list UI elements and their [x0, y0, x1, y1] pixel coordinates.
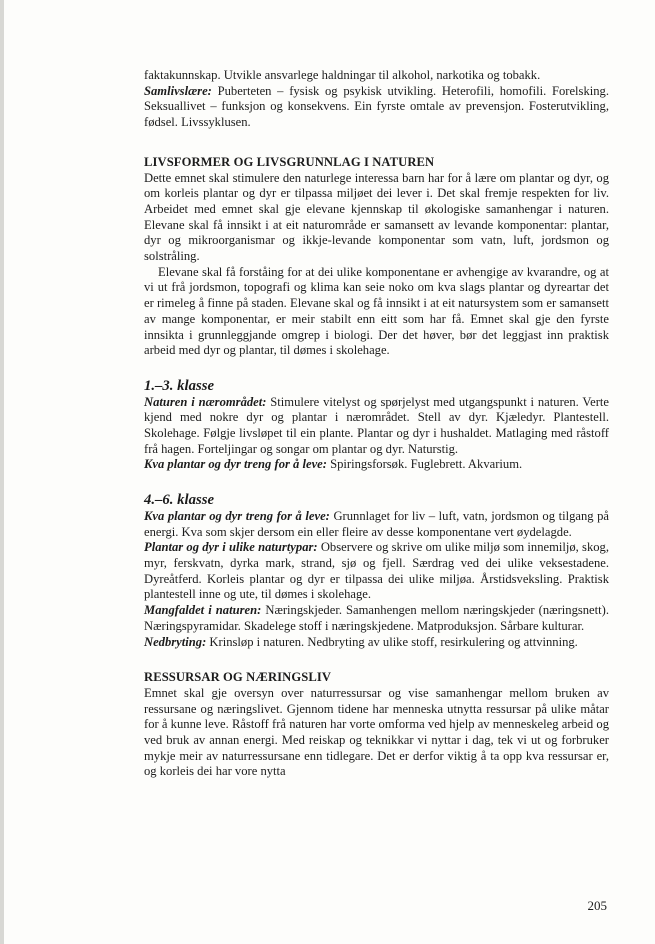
- klasse46-item3-text: Næringskjeder. Samanhengen mellom næringskjeder (næringsnett). Næringspyramidar. Skadelege stoff i næringskjedene. Matproduksjon. Sårbare kulturar.: [144, 603, 609, 633]
- klasse13-item-naeromradet: [144, 395, 609, 458]
- klasse46-item3-lead: Mangfaldet i naturen:: [144, 603, 262, 618]
- klasse46-item-naturtypar: [144, 540, 609, 603]
- section-heading-ressursar: RESSURSAR OG NÆRINGSLIV: [144, 670, 332, 685]
- klasse46-item1-text: Grunnlaget for liv – luft, vatn, jordsmon og tilgang på energi. Kva som skjer dersom ein eller fleire av desse komponentane vert øydelagde.: [144, 508, 609, 539]
- klasse46-item-leve: [144, 509, 609, 540]
- subheading-klasse-1-3: 1.–3. klasse: [144, 377, 214, 394]
- klasse46-item-mangfaldet: [144, 603, 609, 634]
- section-heading-livsformer: LIVSFORMER OG LIVSGRUNNLAG I NATUREN: [144, 154, 435, 169]
- klasse13-item2-lead: Kva plantar og dyr treng for å leve:: [144, 457, 327, 472]
- page-number: 205: [587, 898, 607, 913]
- samliv-lead: Samlivslære:: [144, 83, 212, 98]
- intro-line: faktakunnskap. Utvikle ansvarlege haldningar til alkohol, narkotika og tobakk.: [144, 68, 541, 82]
- klasse46-item4-text: Krinsløp i naturen. Nedbryting av ulike stoff, resirkulering og attvinning.: [206, 634, 578, 649]
- samliv-text: Puberteten – fysisk og psykisk utvikling. Heterofili, homofili. Forelsking. Seksuallivet – funksjon og konsekvens. Ein fyrste omtale av prevensjon. Fosterutvikling, fødsel. Livssyklusen.: [144, 83, 609, 130]
- subheading-klasse-4-6: 4.–6. klasse: [144, 492, 214, 509]
- samliv-paragraph: [144, 84, 609, 131]
- klasse46-item-nedbryting: [144, 635, 609, 651]
- page-edge: [0, 0, 4, 944]
- klasse46-item1-lead: Kva plantar og dyr treng for å leve:: [144, 508, 330, 523]
- klasse13-item-leve: [144, 457, 609, 473]
- document-body: [144, 68, 609, 780]
- klasse13-item1-text: Stimulere vitelyst og spørjelyst med utgangspunkt i naturen. Verte kjend med nokre dyr og plantar i nærområdet. Stell av dyr. Kjæledyr. Plantestell. Skolehage. Følgje livsløpet til ein plante. Plantar og dyr i hushaldet. Matlaging med råstoff frå hagen. Forteljingar og songar om plantar og dyr. Naturstig.: [144, 394, 609, 456]
- livsformer-paragraph-1: Dette emnet skal stimulere den naturlege interessa barn har for å lære om plantar og dyr, og om korleis plantar og dyr er tilpassa miljøet dei lever i. Det skal fremje respekten for liv. Arbeidet med emnet skal gje elevane kjennskap til økologiske samanhengar i naturen. Elevane skal få innsikt i at eit naturområde er samansett av levande komponentar: plantar, dyr og mikroorganismar og ikkje-levande komponentar som vatn, luft, jordsmon og solstråling.: [144, 170, 609, 264]
- livsformer-paragraph-2: Elevane skal få forståing for at dei ulike komponentane er avhengige av kvarandre, og at vi ut frå jordsmon, topografi og klima kan seie noko om kva slags plantar og dyreartar det er rimeleg å finne på staden. Elevane skal og få innsikt i at eit natursystem som er samansett av mange komponentar, er meir stabilt enn eitt som har få. Emnet skal gje den fyrste innsikta i grunnleggjande omgrep i biologi. Der det høver, bør det leggjast inn praktisk arbeid med dyr og plantar, til dømes i skolehage.: [144, 264, 609, 358]
- klasse46-item2-lead: Plantar og dyr i ulike naturtypar:: [144, 540, 318, 555]
- klasse46-item4-lead: Nedbryting:: [144, 634, 207, 649]
- klasse13-item2-text: Spiringsforsøk. Fuglebrett. Akvarium.: [326, 457, 523, 472]
- klasse13-item1-lead: Naturen i nærområdet:: [144, 394, 267, 409]
- klasse46-item2-text: Observere og skrive om ulike miljø som innemiljø, skog, myr, ferskvatn, dyrka mark, strand, sjø og fjell. Særdrag ved dei ulike veksestadene. Dyreåtferd. Korleis plantar og dyr er tilpassa dei ulike miljøa. Årstidsveksling. Praktisk plantestell inne og ute, til dømes i skolehage.: [144, 540, 609, 602]
- ressursar-paragraph-1: Emnet skal gje oversyn over naturressursar og vise samanhengar mellom bruken av ressursane og næringslivet. Gjennom tidene har menneska utnytta ressursar på ulike måtar for å kunne leve. Råstoff frå naturen har vorte omforma ved hjelp av menneskeleg arbeid og ved bruk av annan energi. Med reiskap og teknikkar vi nyttar i dag, tek vi ut og forbruker mykje meir av naturressursane enn tidlegare. Det er derfor viktig å ta opp kva ressursar er, og korleis dei har vore nytta: [144, 685, 609, 779]
